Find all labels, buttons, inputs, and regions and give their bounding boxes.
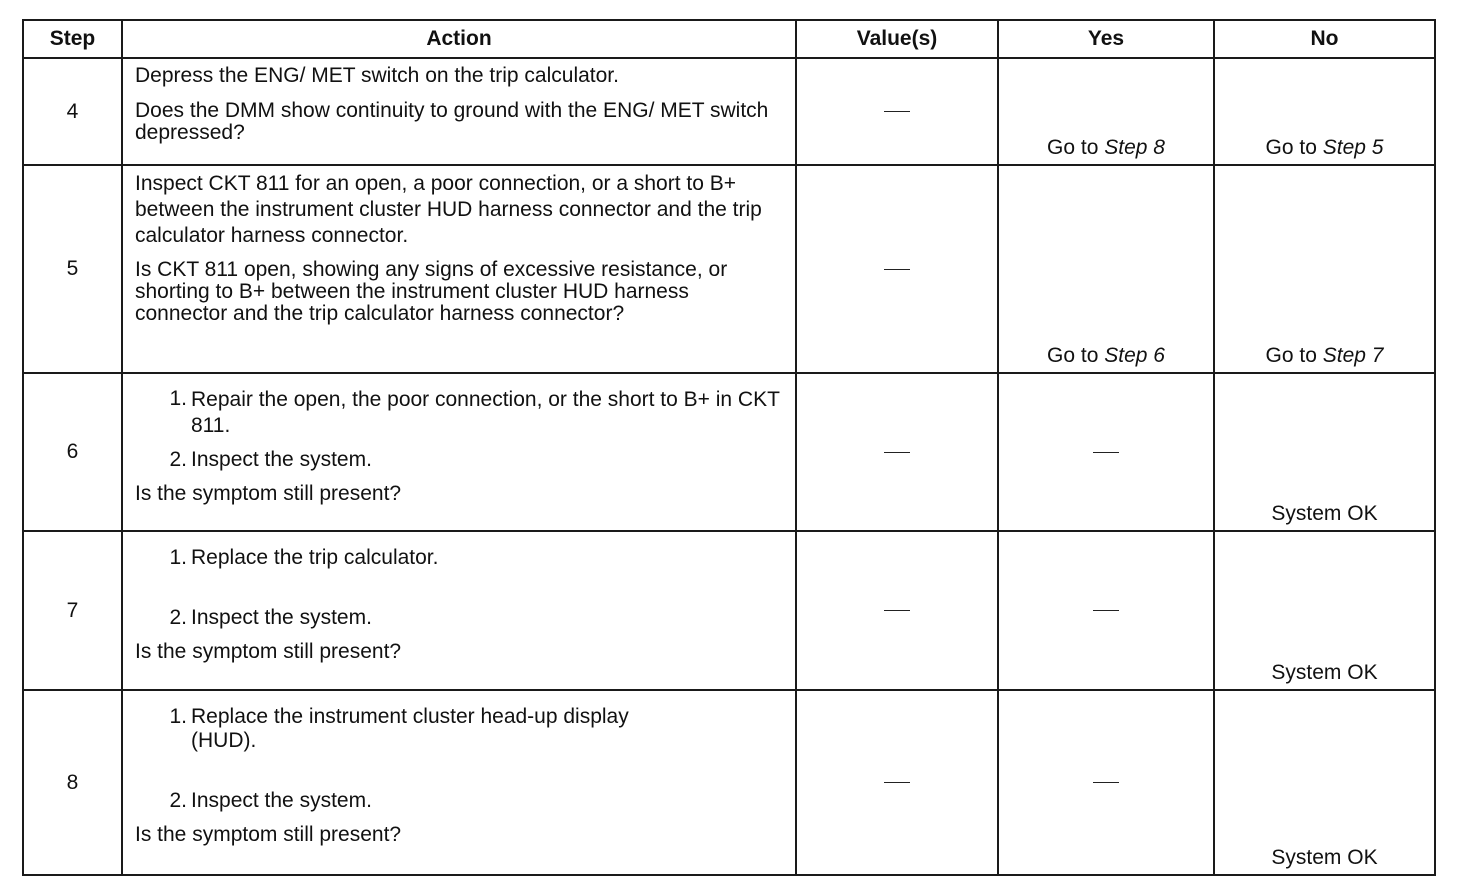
yes-cell (998, 373, 1214, 531)
dash-mark (884, 269, 910, 270)
list-text: Replace the instrument cluster head-up display (HUD). (191, 705, 629, 752)
dash-mark (1093, 610, 1119, 611)
no-cell: System OK (1214, 373, 1435, 531)
list-text: Inspect the system. (191, 789, 372, 812)
no-prefix: Go to (1265, 344, 1323, 367)
step-number: 8 (23, 690, 122, 875)
header-step: Step (23, 20, 122, 58)
no-cell (1214, 58, 1435, 165)
action-cell (122, 690, 796, 875)
no-cell: System OK (1214, 690, 1435, 875)
dash-mark (884, 782, 910, 783)
action-question: Is the symptom still present? (135, 640, 402, 663)
dash-mark (1093, 782, 1119, 783)
list-item (135, 546, 785, 570)
yes-cell (998, 531, 1214, 690)
action-cell (122, 373, 796, 531)
list-text: Replace the trip calculator. (191, 546, 439, 569)
diagnostic-table (22, 19, 1436, 876)
list-number: 1. (169, 387, 187, 410)
value-cell (796, 531, 998, 690)
yes-prefix: Go to (1047, 136, 1105, 159)
step-number: 6 (23, 373, 122, 531)
list-item (135, 606, 785, 630)
no-prefix: Go to (1265, 136, 1323, 159)
action-cell (122, 58, 796, 165)
action-question: Is the symptom still present? (135, 482, 402, 505)
list-item (135, 448, 785, 472)
table-row (23, 690, 1435, 875)
step-number: 5 (23, 165, 122, 373)
list-number: 2. (169, 789, 187, 812)
action-instruction: Inspect CKT 811 for an open, a poor connection, or a short to B+ between the instrument cluster HUD harness connector and the trip calculator harness connector. (135, 172, 762, 247)
value-cell (796, 58, 998, 165)
table-row (23, 531, 1435, 690)
no-step-link[interactable]: Step 5 (1322, 136, 1384, 159)
no-cell: System OK (1214, 531, 1435, 690)
list-number: 2. (169, 448, 187, 471)
dash-mark (884, 452, 910, 453)
action-question: Does the DMM show continuity to ground with the ENG/ MET switch depressed? (135, 99, 769, 144)
step-number: 7 (23, 531, 122, 690)
header-yes: Yes (998, 20, 1214, 58)
list-item (135, 789, 785, 813)
no-step-link[interactable]: Step 7 (1322, 344, 1384, 367)
table-row (23, 165, 1435, 373)
action-cell (122, 165, 796, 373)
table-row (23, 58, 1435, 165)
list-item (135, 387, 785, 439)
yes-step-link[interactable]: Step 6 (1104, 344, 1165, 367)
step-number: 4 (23, 58, 122, 165)
list-number: 1. (169, 705, 187, 728)
yes-step-link[interactable]: Step 8 (1104, 136, 1165, 159)
list-text: Repair the open, the poor connection, or the short to B+ in CKT 811. (191, 388, 780, 437)
value-cell (796, 165, 998, 373)
value-cell (796, 373, 998, 531)
no-cell (1214, 165, 1435, 373)
action-question: Is CKT 811 open, showing any signs of excessive resistance, or shorting to B+ between the instrument cluster HUD harness connector and the trip calculator harness connector? (135, 258, 728, 325)
header-no: No (1214, 20, 1435, 58)
yes-cell (998, 690, 1214, 875)
list-item (135, 705, 785, 753)
list-number: 2. (169, 606, 187, 629)
dash-mark (884, 111, 910, 112)
dash-mark (1093, 452, 1119, 453)
list-text: Inspect the system. (191, 606, 372, 629)
header-values: Value(s) (796, 20, 998, 58)
header-row (23, 20, 1435, 58)
action-cell (122, 531, 796, 690)
yes-cell (998, 58, 1214, 165)
header-action: Action (122, 20, 796, 58)
action-instruction: Depress the ENG/ MET switch on the trip calculator. (135, 64, 619, 87)
action-question: Is the symptom still present? (135, 823, 402, 846)
list-text: Inspect the system. (191, 448, 372, 471)
yes-cell (998, 165, 1214, 373)
list-number: 1. (169, 546, 187, 569)
dash-mark (884, 610, 910, 611)
yes-prefix: Go to (1047, 344, 1105, 367)
value-cell (796, 690, 998, 875)
table-row (23, 373, 1435, 531)
